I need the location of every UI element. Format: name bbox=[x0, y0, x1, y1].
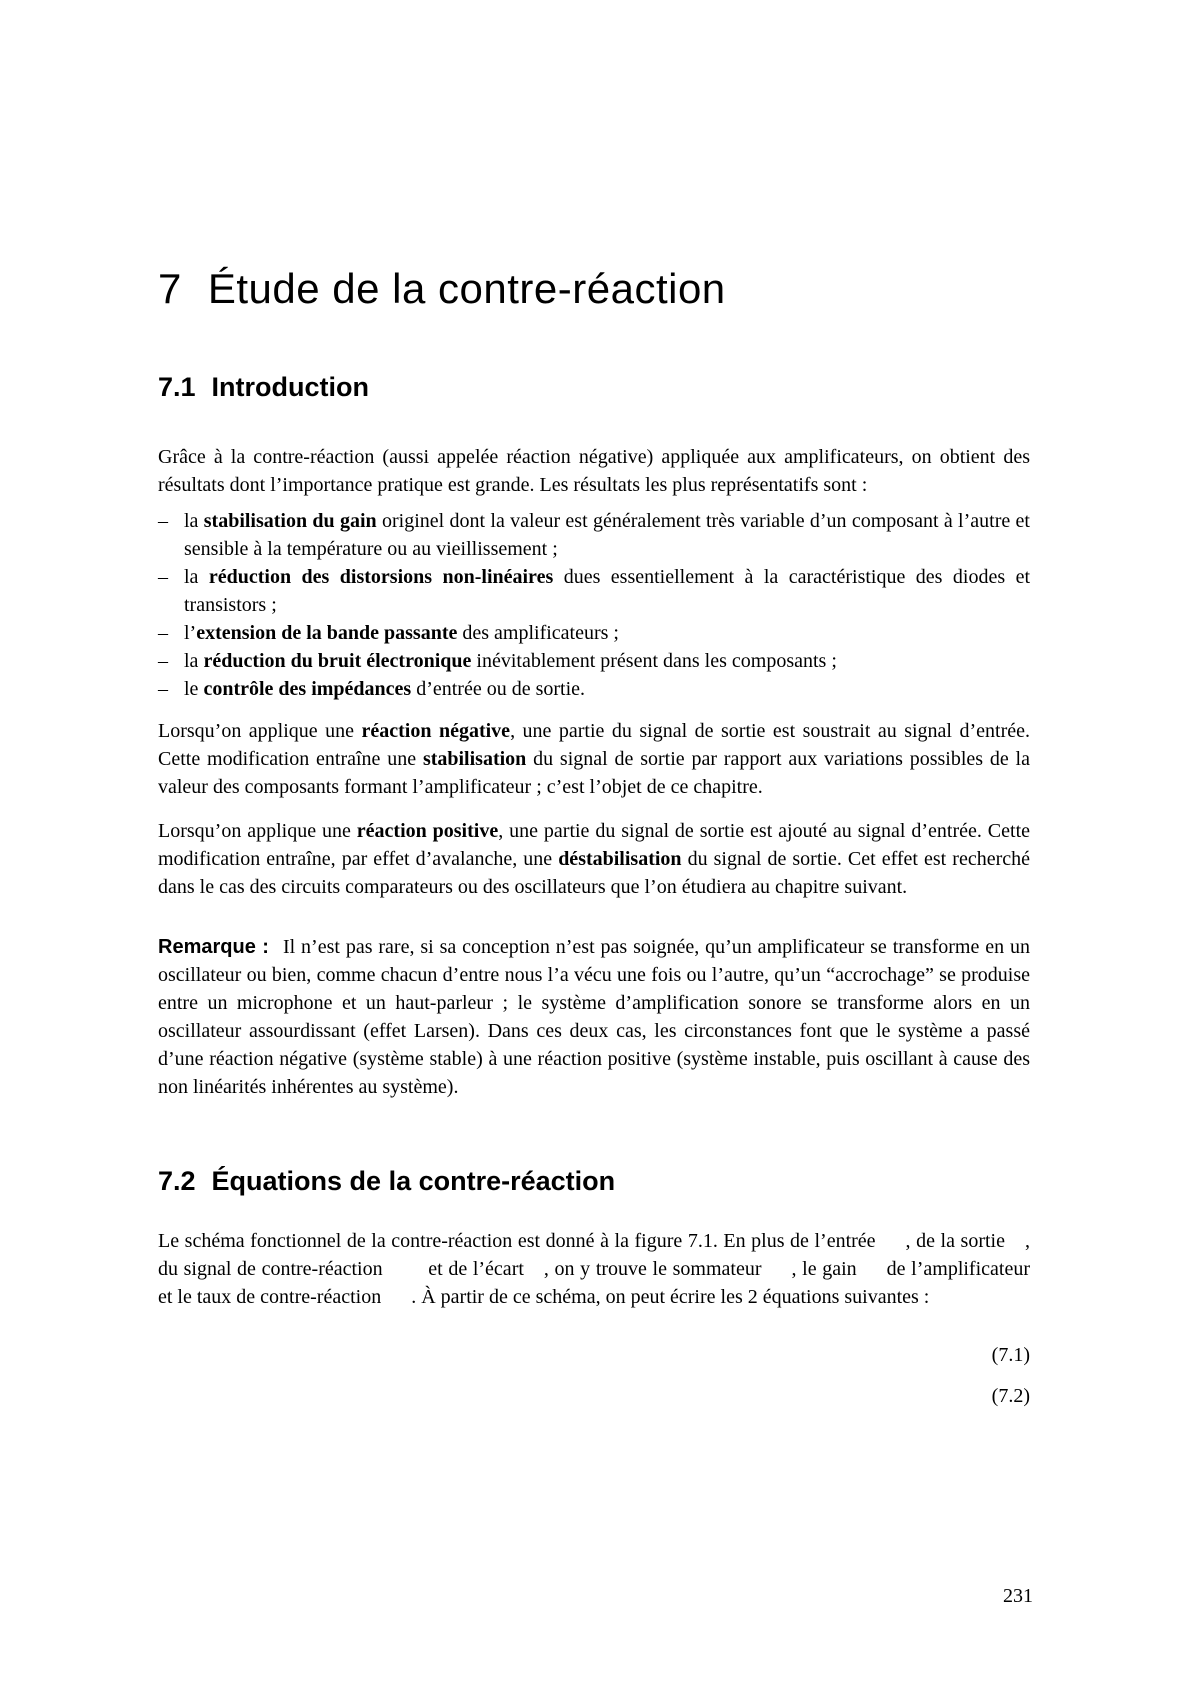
section-title: Équations de la contre-réaction bbox=[211, 1166, 616, 1196]
section-heading-7-2 bbox=[158, 1165, 1030, 1197]
page-number: 231 bbox=[1003, 1585, 1033, 1607]
paragraph-block-diagram: Le schéma fonctionnel de la contre-réaction est donné à la figure 7.1. En plus de l’entrée , de la sortie , du signal de contre-réaction et de l’écart , on y trouve le sommateur , le gain de l’amplificateur et le taux de contre-réaction . À partir de ce schéma, on peut écrire les 2 équations suivantes : bbox=[158, 1230, 1030, 1308]
chapter-title: Étude de la contre-réaction bbox=[207, 265, 726, 312]
results-list bbox=[158, 507, 1030, 703]
equation-number: (7.2) bbox=[991, 1385, 1030, 1407]
chapter-number: 7 bbox=[158, 265, 182, 312]
section-number: 7.2 bbox=[158, 1166, 196, 1196]
list-item-bandwidth-extension bbox=[158, 619, 1030, 647]
remark-label: Remarque : bbox=[158, 936, 269, 958]
list-item-distortion-reduction bbox=[158, 563, 1030, 619]
list-item-noise-reduction bbox=[158, 647, 1030, 675]
section-number: 7.1 bbox=[158, 372, 196, 402]
chapter-heading bbox=[158, 0, 1030, 313]
equation-7-1 bbox=[158, 1341, 1030, 1369]
page-content bbox=[158, 0, 1030, 1410]
list-item-impedance-control bbox=[158, 675, 1030, 703]
dash-bullet: – bbox=[158, 622, 168, 644]
section-heading-7-1 bbox=[158, 371, 1030, 403]
list-item-text: la stabilisation du gain originel dont la valeur est généralement très variable d’un composant à l’autre et sensible à la température ou au vieillissement ; bbox=[184, 510, 1030, 560]
list-item-text: le contrôle des impédances d’entrée ou de sortie. bbox=[184, 678, 586, 700]
list-item-text: la réduction des distorsions non-linéaires dues essentiellement à la caractéristique des diodes et transistors ; bbox=[184, 566, 1031, 616]
dash-bullet: – bbox=[158, 510, 168, 532]
remark-body: Il n’est pas rare, si sa conception n’est pas soignée, qu’un amplificateur se transforme en un oscillateur ou bien, comme chacun d’entre nous l’a vécu une fois ou l’autre, qu’un “accrochage” se produise entre un microphone et un haut-parleur ; le système d’amplification sonore se transforme alors en un oscillateur assourdissant (effet Larsen). Dans ces deux cas, les circonstances font que le système a passé d’une réaction négative (système stable) à une réaction positive (système instable, puis oscillant à cause des non linéarités inhérentes au système). bbox=[158, 936, 1030, 1098]
section-title: Introduction bbox=[211, 372, 370, 402]
equation-7-2 bbox=[158, 1382, 1030, 1410]
list-item-text: la réduction du bruit électronique inévitablement présent dans les composants ; bbox=[184, 650, 837, 672]
paragraph-negative-feedback: Lorsqu’on applique une réaction négative, une partie du signal de sortie est soustrait au signal d’entrée. Cette modification entraîne une stabilisation du signal de sortie par rapport aux variations possibles de la valeur des composants formant l’amplificateur ; c’est l’objet de ce chapitre. bbox=[158, 720, 1030, 798]
paragraph-remark bbox=[158, 933, 1030, 1101]
dash-bullet: – bbox=[158, 566, 168, 588]
paragraph-introduction: Grâce à la contre-réaction (aussi appelée réaction négative) appliquée aux amplificateurs, on obtient des résultats dont l’importance pratique est grande. Les résultats les plus représentatifs sont : bbox=[158, 446, 1030, 496]
equation-number: (7.1) bbox=[991, 1344, 1030, 1366]
dash-bullet: – bbox=[158, 678, 168, 700]
paragraph-positive-feedback: Lorsqu’on applique une réaction positive, une partie du signal de sortie est ajouté au signal d’entrée. Cette modification entraîne, par effet d’avalanche, une déstabilisation du signal de sortie. Cet effet est recherché dans le cas des circuits comparateurs ou des oscillateurs que l’on étudiera au chapitre suivant. bbox=[158, 820, 1030, 898]
dash-bullet: – bbox=[158, 650, 168, 672]
list-item-gain-stabilization bbox=[158, 507, 1030, 563]
list-item-text: l’extension de la bande passante des amplificateurs ; bbox=[184, 622, 619, 644]
